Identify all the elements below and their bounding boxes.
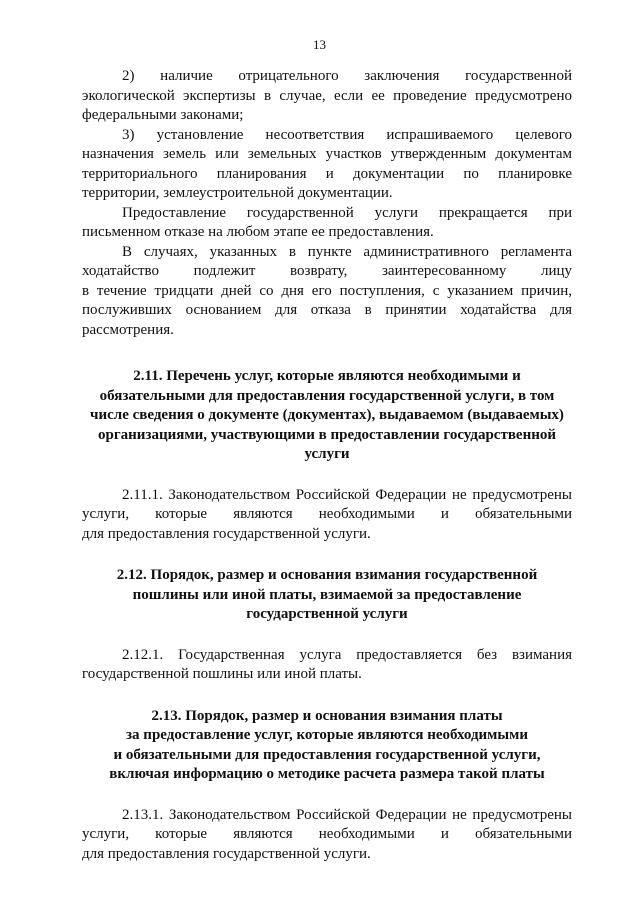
paragraph-petition-return [82, 243, 572, 341]
heading-line: и обязательными для предоставления государственной услуги, [113, 746, 541, 763]
text-line: федеральными законами; [82, 107, 244, 123]
section-heading-2-11 [82, 367, 572, 465]
heading-line: 2.12. Порядок, размер и основания взимания государственной [116, 567, 538, 583]
text-line: 3) установление несоответствия испрашиваемого целевого [122, 126, 572, 143]
heading-line: числе сведения о документе (документах), выдаваемом (выдаваемых) [90, 407, 564, 423]
text-line: услуги, которые являются необходимыми и обязательными [82, 506, 572, 522]
text-line: для предоставления государственной услуги. [82, 845, 371, 862]
heading-line: пошлины или иной платы, взимаемой за предоставление [132, 586, 522, 603]
paragraph-service-termination [82, 204, 572, 243]
text-line: назначения земель или земельных участков утвержденным документам [82, 146, 572, 162]
heading-line: 2.13. Порядок, размер и основания взимания платы [151, 707, 503, 724]
heading-line: государственной услуги [246, 606, 408, 622]
text-line: государственной пошлины или иной платы. [82, 666, 362, 682]
text-line: ходатайство подлежит возврату, заинтересованному лицу [82, 263, 572, 279]
text-line: экологической экспертизы в случае, если ее проведение предусмотрено [82, 87, 572, 104]
document-body [82, 67, 572, 864]
paragraph-2-11-1 [82, 486, 572, 545]
paragraph-land-mismatch [82, 126, 572, 204]
heading-line: обязательными для предоставления государственной услуги, в том [99, 387, 555, 404]
heading-line: за предоставление услуг, которые являются необходимыми [126, 727, 528, 743]
text-line: услуги, которые являются необходимыми и обязательными [82, 826, 572, 842]
heading-line: включая информацию о методике расчета размера такой платы [109, 766, 545, 782]
text-line: территории, землеустроительной документации. [82, 185, 393, 201]
section-heading-2-13 [82, 707, 572, 785]
text-line: рассмотрения. [82, 321, 174, 338]
heading-line: 2.11. Перечень услуг, которые являются необходимыми и [133, 368, 521, 384]
section-heading-2-12 [82, 566, 572, 625]
text-line: Предоставление государственной услуги прекращается при [122, 204, 572, 221]
page-number: 13 [313, 37, 326, 52]
text-line: письменном отказе на любом этапе ее предоставления. [82, 224, 434, 240]
text-line: 2.13.1. Законодательством Российской Федерации не предусмотрены [122, 806, 572, 823]
text-line: 2) наличие отрицательного заключения государственной [122, 68, 572, 84]
text-line: В случаях, указанных в пункте административного регламента [122, 243, 572, 260]
heading-line: организациями, участвующими в предоставлении государственной [97, 426, 557, 443]
text-line: территориального планирования и документации по планировке [82, 165, 572, 182]
paragraph-2-13-1 [82, 806, 572, 865]
paragraph-2-12-1 [82, 646, 572, 685]
text-line: в течение тридцати дней со дня его поступления, с указанием причин, [82, 282, 572, 299]
text-line: послуживших основанием для отказа в принятии ходатайства для [82, 302, 572, 318]
text-line: 2.12.1. Государственная услуга предоставляется без взимания [122, 646, 572, 663]
text-line: для предоставления государственной услуги. [82, 525, 371, 542]
paragraph-negative-expertise [82, 67, 572, 126]
heading-line: услуги [304, 446, 350, 462]
text-line: 2.11.1. Законодательством Российской Федерации не предусмотрены [122, 486, 572, 503]
